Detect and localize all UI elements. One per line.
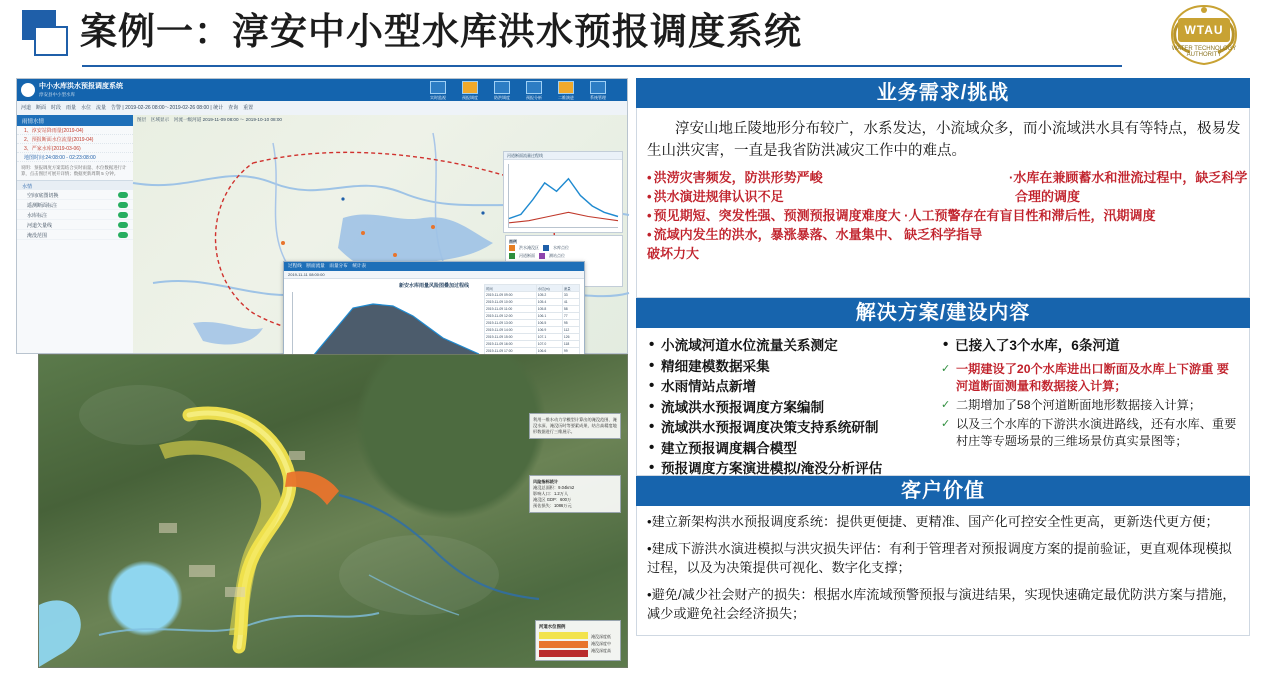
legend-title: 图例 [509, 239, 517, 244]
value-paragraph-2: •避免/减少社会财产的损失：根据水库流域预警预报与演进结果，实现快速确定最优防洪方案与措施，减少或避免社会经济损失； [647, 586, 1236, 621]
wtau-badge [1156, 2, 1252, 68]
table-row: 2019-11-09 14:00 106.9 112 [485, 327, 580, 334]
satellite-imagery [39, 355, 627, 667]
depth-swatch-mid [539, 641, 588, 648]
risk-stats-box [529, 475, 621, 513]
app-name: 中小水库洪水预报调度系统 [39, 83, 123, 90]
popup-toolbar-text: 2019-11-11 08:00:00 [288, 272, 325, 277]
solution-item-4: • 流域洪水预报调度决策支持系统研制 [647, 418, 935, 439]
chart-card-plot [508, 164, 618, 228]
sidebar-item-3[interactable]: 地图时间:24:08:00 - 02:23:08:00 [17, 153, 133, 162]
requirement-2: • 预见期短、突发性强、预测预报调度难度大 ·人工预警存在有盲目性和滞后性，汛期调度 [647, 208, 1156, 223]
wave-icon [494, 81, 510, 94]
grid-icon [462, 81, 478, 94]
depth-swatch-low [539, 632, 588, 639]
solution-right-list [941, 336, 1241, 469]
sidebar-item-1[interactable]: 2、预报断面水位流量(2019-04) [17, 135, 133, 144]
sidebar-item-2[interactable]: 3、严家水库(2019-03-06) [17, 144, 133, 153]
app-titlebar [17, 79, 627, 101]
value-paragraph-0: •建立新架构洪水预报调度系统：提供更便捷、更精准、国产化可控安全性更高，更新迭代更方便； [647, 514, 1219, 529]
sidebar-title: 雨情水情 [17, 115, 133, 126]
depth-label-high: 淹没深度高 [591, 648, 611, 653]
filter-bar-text: 河道 断面 时段 雨量 水位 流量 告警 | 2019-02-26 08:00～2019-02-26 08:00 | 统计 查询 重置 [21, 105, 254, 111]
layer-label-0: 空间/底图切换 [27, 193, 59, 199]
panel-heading-requirements: 业务需求/挑战 [636, 78, 1250, 108]
legend-entry-1: 河道断面 测站点位 [509, 253, 619, 259]
requirements-bullets [647, 168, 1248, 206]
flow-icon [558, 81, 574, 94]
toolbar-item-settings[interactable]: 系统管理 [587, 81, 609, 101]
flow-sparkline [509, 164, 618, 227]
solution-item-3: • 流域洪水预报调度方案编制 [647, 398, 935, 419]
requirement-0: • 洪涝灾害频发，防洪形势严峻 [647, 170, 823, 185]
page-title [80, 8, 1140, 56]
chart-icon [526, 81, 542, 94]
value-paragraph-1: •建成下游洪水演进模拟与洪灾损失评估：有利于管理者对预报调度方案的提前验证，更直观体现模拟过程，以及为决策提供可视化、数字化支撑； [647, 540, 1232, 575]
toolbar-item-flood[interactable]: 防洪调度 [491, 81, 513, 101]
chart-card-title: 河道断面流量过程线 [504, 152, 622, 160]
popup-toolbar[interactable] [284, 271, 584, 279]
requirement-r1: 合理的调度 [1015, 189, 1081, 204]
layer-row-4[interactable] [17, 230, 133, 240]
screenshot-column [16, 78, 628, 668]
slide-title-text: 案例一：淳安中小型水库洪水预报调度系统 [80, 11, 802, 52]
risk-stats-title: 风险指标统计 [533, 479, 559, 484]
table-row: 2019-11-09 15:00 107.1 126 [485, 334, 580, 341]
slide-header [0, 0, 1264, 72]
filter-bar[interactable] [17, 101, 627, 116]
requirement-3: • 流域内发生的洪水，暴涨暴落、水量集中、 缺乏科学指导 [647, 227, 983, 242]
toolbar-item-monitor[interactable]: 实时监视 [427, 81, 449, 101]
risk-stat-0: 淹没总面积：9.04km2 [533, 485, 575, 490]
map-canvas[interactable] [133, 115, 627, 353]
flood-legend-title: 河道水位图例 [539, 624, 566, 629]
map-sidebar[interactable] [17, 115, 134, 353]
layer-toggle-0[interactable] [118, 192, 128, 198]
toolbar-item-analysis[interactable]: 预报分析 [523, 81, 545, 101]
logo-icon [22, 10, 74, 58]
solution-item-0: • 小流域河道水位流量关系测定 [647, 336, 935, 357]
solution-detail-1: ✓ 二期增加了58个河道断面地形数据接入计算； [941, 397, 1241, 414]
layer-row-2[interactable] [17, 210, 133, 220]
solution-item-2: • 水雨情站点新增 [647, 377, 935, 398]
layer-label-1: 遥测断面标注 [27, 203, 58, 209]
requirements-right-column [1009, 168, 1247, 206]
popup-chart-title: 新安水库雨量风险图叠加过程线 [398, 283, 469, 289]
title-divider [82, 65, 1122, 67]
requirements-left-column [647, 168, 1005, 206]
requirement-r0: ·水库在兼顾蓄水和泄流过程中，缺乏科学 [1009, 170, 1248, 185]
layer-row-1[interactable] [17, 200, 133, 210]
table-row: 2019-11-09 10:00 105.4 41 [485, 299, 580, 306]
table-row: 2019-11-09 16:00 107.0 118 [485, 341, 580, 348]
badge-label: WTAU [1178, 18, 1230, 42]
flood-depth-legend [535, 620, 621, 661]
layer-toggle-3[interactable] [118, 222, 128, 228]
requirements-intro: 淳安山地丘陵地形分布较广，水系发达，小流域众多，而小流域洪水具有等特点，极易发生山洪灾害，一直是我省防洪减灾工作中的难点。 [647, 121, 1241, 159]
depth-label-mid: 淹没深度中 [591, 641, 611, 646]
layer-toggle-1[interactable] [118, 202, 128, 208]
toolbar-item-2d[interactable]: 二维演进 [555, 81, 577, 101]
layer-label-4: 淹没范围 [27, 233, 48, 239]
gear-icon [590, 81, 606, 94]
table-row: 2019-11-09 12:00 106.1 77 [485, 313, 580, 320]
layer-row-3[interactable] [17, 220, 133, 230]
requirement-4: 破坏力大 [647, 246, 700, 261]
simulation-note: 利用一维水动力学模型计算出的淹没范围、淹没水深、淹没历时等要素成果，结合高精度地形数据进行三维展示。 [529, 413, 621, 439]
depth-swatch-high [539, 650, 588, 657]
solution-detail-2: ✓ 以及三个水库的下游洪水演进路线，还有水库、重要村庄等专题场景的三维场景仿真实景图等； [941, 416, 1241, 450]
app-toolbar[interactable] [427, 81, 609, 101]
content-panels [636, 78, 1250, 636]
table-row: 2019-11-09 17:00 106.6 99 [485, 348, 580, 355]
solution-right-title: • 已接入了3个水库，6条河道 [941, 336, 1241, 357]
sidebar-item-0[interactable]: 1、淳安站降雨量(2019-04) [17, 126, 133, 135]
depth-label-low: 淹没深度低 [591, 634, 611, 639]
popup-titlebar [284, 262, 584, 271]
layer-label-2: 水库标注 [27, 213, 48, 219]
popup-tabs[interactable]: 过程线 断面流量 雨量分布 统计表 [288, 263, 367, 268]
legend-swatch-0 [509, 245, 515, 251]
chart-card-flow[interactable] [503, 151, 623, 233]
panel-body-value [636, 506, 1250, 636]
sidebar-note: 说明：预报调度方案需结合实时雨量、水位数据进行计算，点击图层可展开详情；数据更新周期 5 分钟。 [21, 165, 127, 176]
system-screenshot-map [16, 78, 628, 354]
panel-heading-solution: 解决方案/建设内容 [636, 298, 1250, 328]
table-row: 2019-11-09 09:00 105.2 33 [485, 292, 580, 299]
risk-stat-2: 淹没区 GDP：600万 [533, 497, 572, 502]
app-subtitle: 淳安县中小型水库 [39, 92, 75, 97]
map-toolbar-text: 图层 区域显示 河流一级河道 2019-11-09 08:00 ～ 2019-10-10 08:00 [137, 117, 282, 122]
table-row: 2019-11-09 11:00 105.8 58 [485, 306, 580, 313]
layer-label-3: 河道矢量线 [27, 223, 53, 229]
layer-row-0[interactable] [17, 190, 133, 200]
badge-sublabel: WATER TECHNOLOGY AUTHORITY [1171, 46, 1237, 58]
solution-item-6: • 预报调度方案演进模拟/淹没分析评估 [647, 459, 935, 480]
table-header-row: 时间 水位(m) 流量 [485, 285, 580, 292]
solution-item-5: • 建立预报调度耦合模型 [647, 439, 935, 460]
legend-swatch-2 [509, 253, 515, 259]
risk-stat-3: 预估损失：1086万元 [533, 503, 572, 508]
table-row: 2019-11-09 13:00 106.5 95 [485, 320, 580, 327]
requirement-1: • 洪水演进规律认识不足 [647, 189, 784, 204]
solution-detail-0: ✓ 一期建设了20个水库进出口断面及水库上下游重 要河道断面测量和数据接入计算； [941, 361, 1241, 395]
monitor-icon [430, 81, 446, 94]
sidebar-subtitle: 水情 [17, 180, 133, 190]
app-logo-icon [21, 83, 35, 97]
panel-heading-value: 客户价值 [636, 476, 1250, 506]
panel-body-requirements [636, 108, 1250, 298]
risk-stat-1: 影响人口：1.2万人 [533, 491, 569, 496]
legend-swatch-1 [543, 245, 549, 251]
panel-body-solution [636, 328, 1250, 476]
solution-item-1: • 精细建模数据采集 [647, 357, 935, 378]
legend-swatch-3 [539, 253, 545, 259]
layer-toggle-4[interactable] [118, 232, 128, 238]
legend-entry-0: 洪水淹没区 水库点位 [509, 245, 619, 251]
layer-toggle-2[interactable] [118, 212, 128, 218]
solution-left-list [647, 336, 935, 476]
toolbar-item-forecast[interactable]: 预报调度 [459, 81, 481, 101]
flood-simulation-screenshot [38, 354, 628, 668]
